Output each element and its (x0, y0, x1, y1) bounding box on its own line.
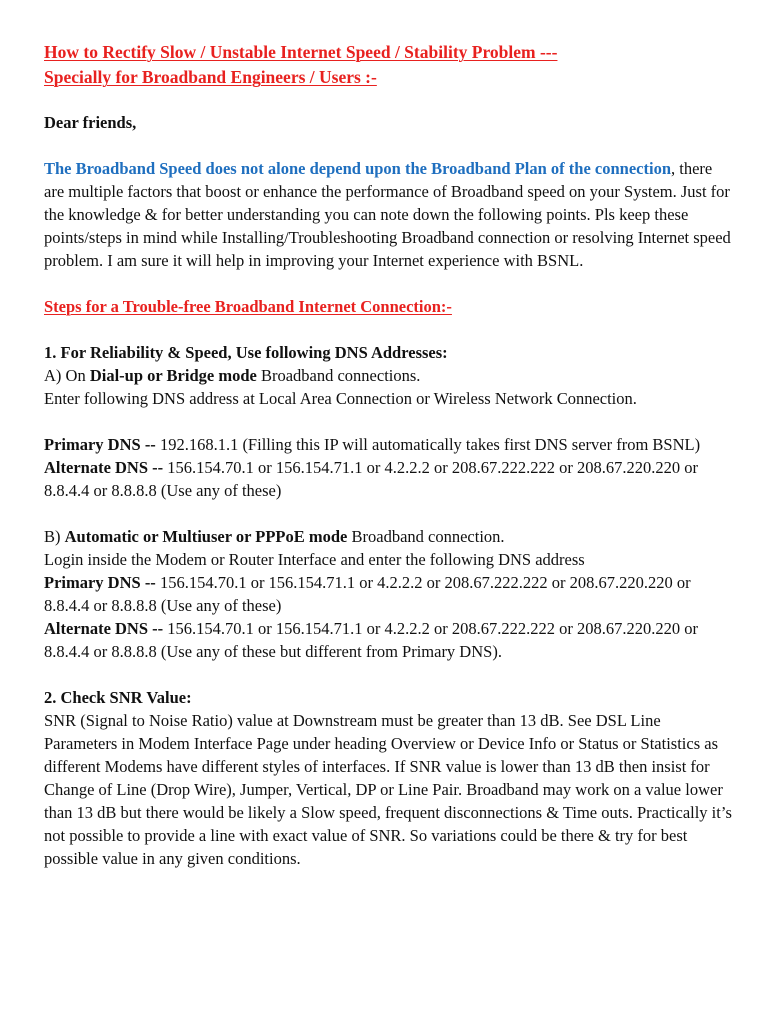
section-1-b-alternate-dns (44, 617, 734, 663)
document-title-line-2: Specially for Broadband Engineers / Users :- (44, 67, 377, 87)
section-1-a-alternate-dns (44, 456, 734, 502)
greeting: Dear friends, (44, 113, 137, 132)
alternate-dns-label: Alternate DNS -- (44, 619, 164, 638)
alternate-dns-label: Alternate DNS -- (44, 458, 164, 477)
section-1-b-prefix: B) (44, 527, 65, 546)
primary-dns-label: Primary DNS -- (44, 573, 156, 592)
steps-heading: Steps for a Trouble-free Broadband Internet Connection:- (44, 297, 452, 316)
intro-paragraph (44, 157, 734, 272)
alternate-dns-value: 156.154.70.1 or 156.154.71.1 or 4.2.2.2 or 208.67.222.222 or 208.67.220.220 or 8.8.4.4 or 8.8.8.8 (Use any of these but different from Primary DNS). (44, 619, 698, 661)
section-1-b-instruction: Login inside the Modem or Router Interface and enter the following DNS address (44, 550, 585, 569)
section-1-b-mode: Automatic or Multiuser or PPPoE mode (64, 527, 348, 546)
section-1-a-prefix: A) On (44, 366, 90, 385)
section-1-a-instruction: Enter following DNS address at Local Area Connection or Wireless Network Connection. (44, 389, 637, 408)
primary-dns-value: 156.154.70.1 or 156.154.71.1 or 4.2.2.2 or 208.67.222.222 or 208.67.220.220 or 8.8.4.4 or 8.8.8.8 (Use any of these) (44, 573, 691, 615)
section-1-b-primary-dns (44, 571, 734, 617)
intro-highlight: The Broadband Speed does not alone depend upon the Broadband Plan of the connection (44, 159, 671, 178)
document-page (44, 40, 734, 870)
primary-dns-label: Primary DNS -- (44, 435, 156, 454)
primary-dns-value: 192.168.1.1 (Filling this IP will automatically takes first DNS server from BSNL) (155, 435, 701, 454)
section-1-b-line (44, 525, 734, 548)
section-1-a-suffix: Broadband connections. (256, 366, 421, 385)
section-1-a-primary-dns (44, 433, 734, 456)
alternate-dns-value: 156.154.70.1 or 156.154.71.1 or 4.2.2.2 or 208.67.222.222 or 208.67.220.220 or 8.8.4.4 or 8.8.8.8 (Use any of these) (44, 458, 698, 500)
document-title-line-1: How to Rectify Slow / Unstable Internet Speed / Stability Problem --- (44, 42, 558, 62)
section-2-body: SNR (Signal to Noise Ratio) value at Downstream must be greater than 13 dB. See DSL Line Parameters in Modem Interface Page under heading Overview or Device Info or Status or Statistics as different Modems have different styles of interfaces. If SNR value is lower than 13 dB then insist for Change of Line (Drop Wire), Jumper, Vertical, DP or Line Pair. Broadband may work on a value lower than 13 dB but there would be likely a Slow speed, frequent disconnections & Time outs. Practically it’s not possible to provide a line with exact value of SNR. So variations could be there & try for best possible value in any given conditions. (44, 711, 732, 868)
section-1-heading: 1. For Reliability & Speed, Use following DNS Addresses: (44, 343, 448, 362)
section-1-a-line (44, 364, 734, 387)
section-2-heading: 2. Check SNR Value: (44, 688, 192, 707)
section-1-b-suffix: Broadband connection. (347, 527, 505, 546)
section-1-a-mode: Dial-up or Bridge mode (89, 366, 257, 385)
intro-text: , there are multiple factors that boost or enhance the performance of Broadband speed on your System. Just for the knowledge & for better understanding you can note down the following points. Pls keep these points/steps in mind while Installing/Troubleshooting Broadband connection or resolving Internet speed problem. I am sure it will help in improving your Internet experience with BSNL. (44, 159, 731, 270)
